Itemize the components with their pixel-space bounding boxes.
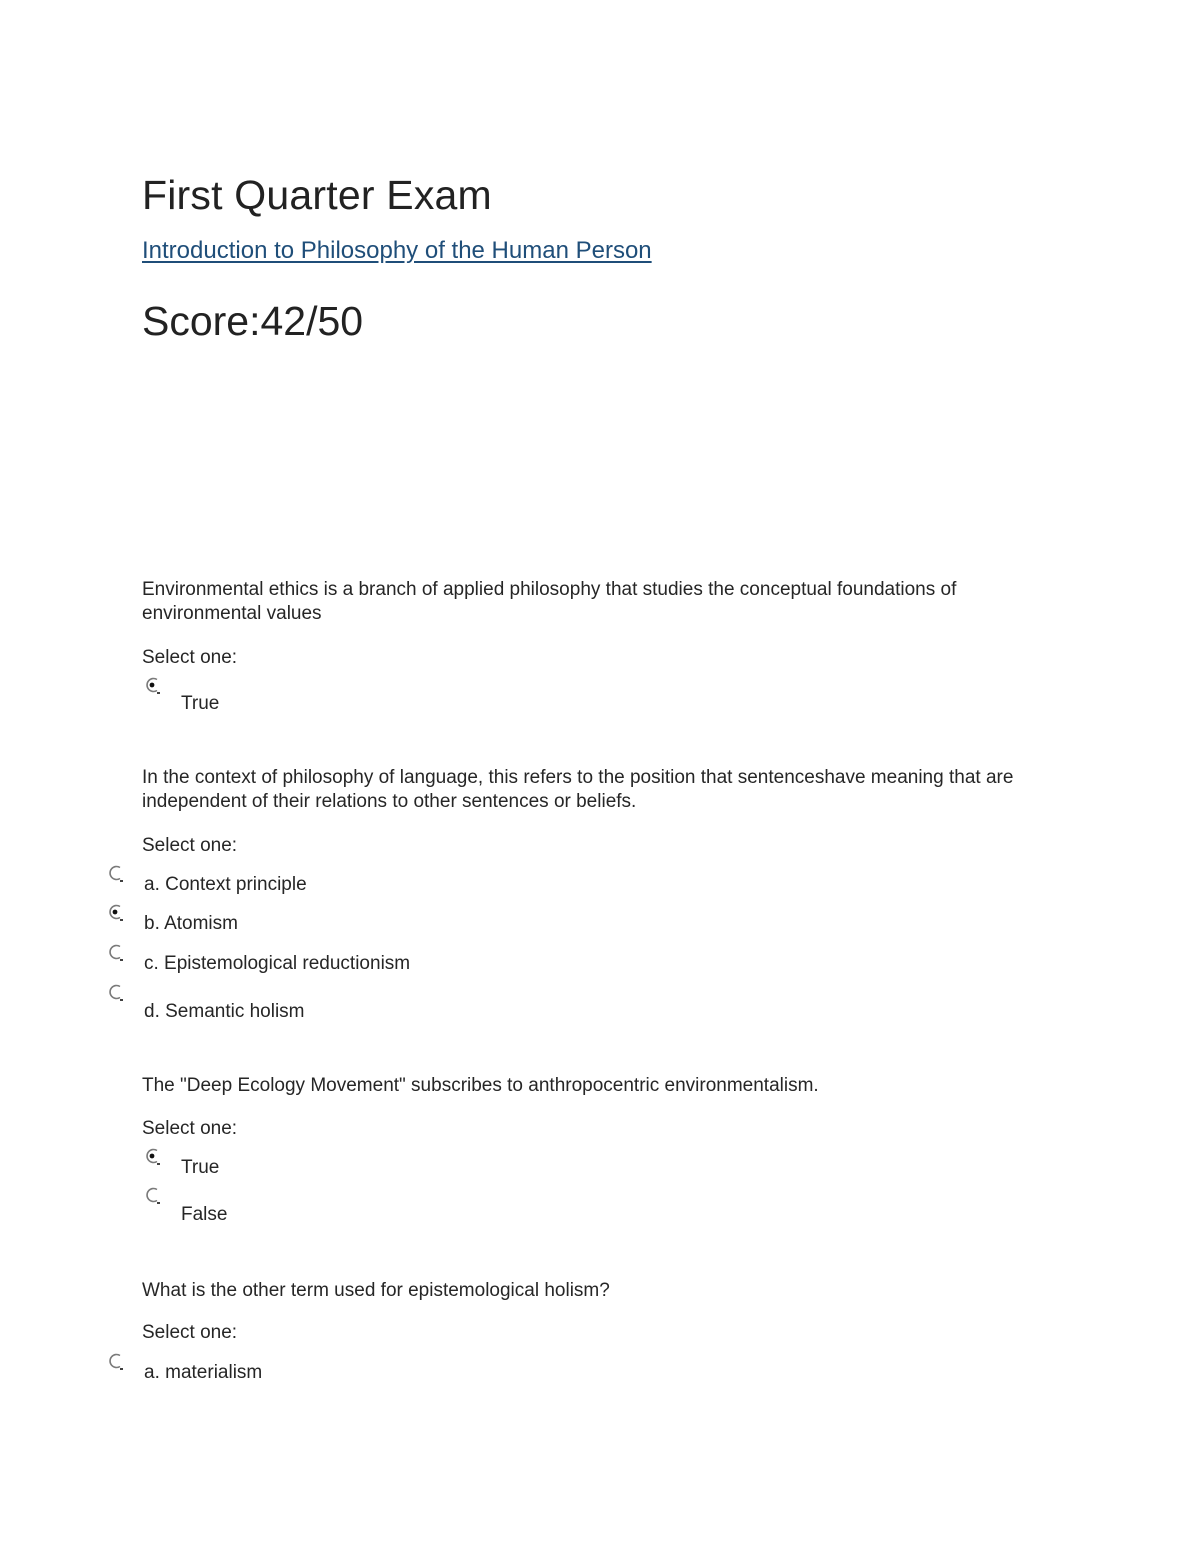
option-label[interactable]: c. Epistemological reductionism bbox=[144, 953, 411, 974]
option-label[interactable]: False bbox=[181, 1204, 228, 1225]
question-text: The "Deep Ecology Movement" subscribes to anthropocentric environmentalism. bbox=[142, 1075, 819, 1096]
question-text: What is the other term used for epistemological holism? bbox=[142, 1280, 610, 1301]
select-one-label: Select one: bbox=[142, 647, 238, 668]
radio-unselected-icon[interactable] bbox=[144, 1186, 162, 1206]
option-label[interactable]: a. Context principle bbox=[144, 874, 307, 895]
option-label[interactable]: True bbox=[181, 693, 220, 714]
page-title: First Quarter Exam bbox=[142, 172, 492, 218]
select-one-label: Select one: bbox=[142, 835, 238, 856]
select-one-label: Select one: bbox=[142, 1322, 238, 1343]
radio-unselected-icon[interactable] bbox=[107, 1352, 125, 1372]
radio-selected-icon[interactable] bbox=[144, 676, 162, 696]
course-link[interactable]: Introduction to Philosophy of the Human Person bbox=[142, 237, 652, 264]
question-text: Environmental ethics is a branch of applied philosophy that studies the conceptual foundations of environmental values bbox=[142, 579, 957, 624]
radio-selected-icon[interactable] bbox=[144, 1147, 162, 1167]
option-label[interactable]: a. materialism bbox=[144, 1362, 263, 1383]
radio-unselected-icon[interactable] bbox=[107, 864, 125, 884]
question-text: In the context of philosophy of language, this refers to the position that sentenceshave meaning that are independent of their relations to other sentences or beliefs. bbox=[142, 767, 1014, 812]
option-label[interactable]: True bbox=[181, 1157, 220, 1178]
radio-selected-icon[interactable] bbox=[107, 903, 125, 923]
option-label[interactable]: d. Semantic holism bbox=[144, 1001, 305, 1022]
option-label[interactable]: b. Atomism bbox=[144, 913, 238, 934]
radio-unselected-icon[interactable] bbox=[107, 943, 125, 963]
radio-unselected-icon[interactable] bbox=[107, 983, 125, 1003]
score-display: Score:42/50 bbox=[142, 298, 364, 344]
select-one-label: Select one: bbox=[142, 1118, 238, 1139]
